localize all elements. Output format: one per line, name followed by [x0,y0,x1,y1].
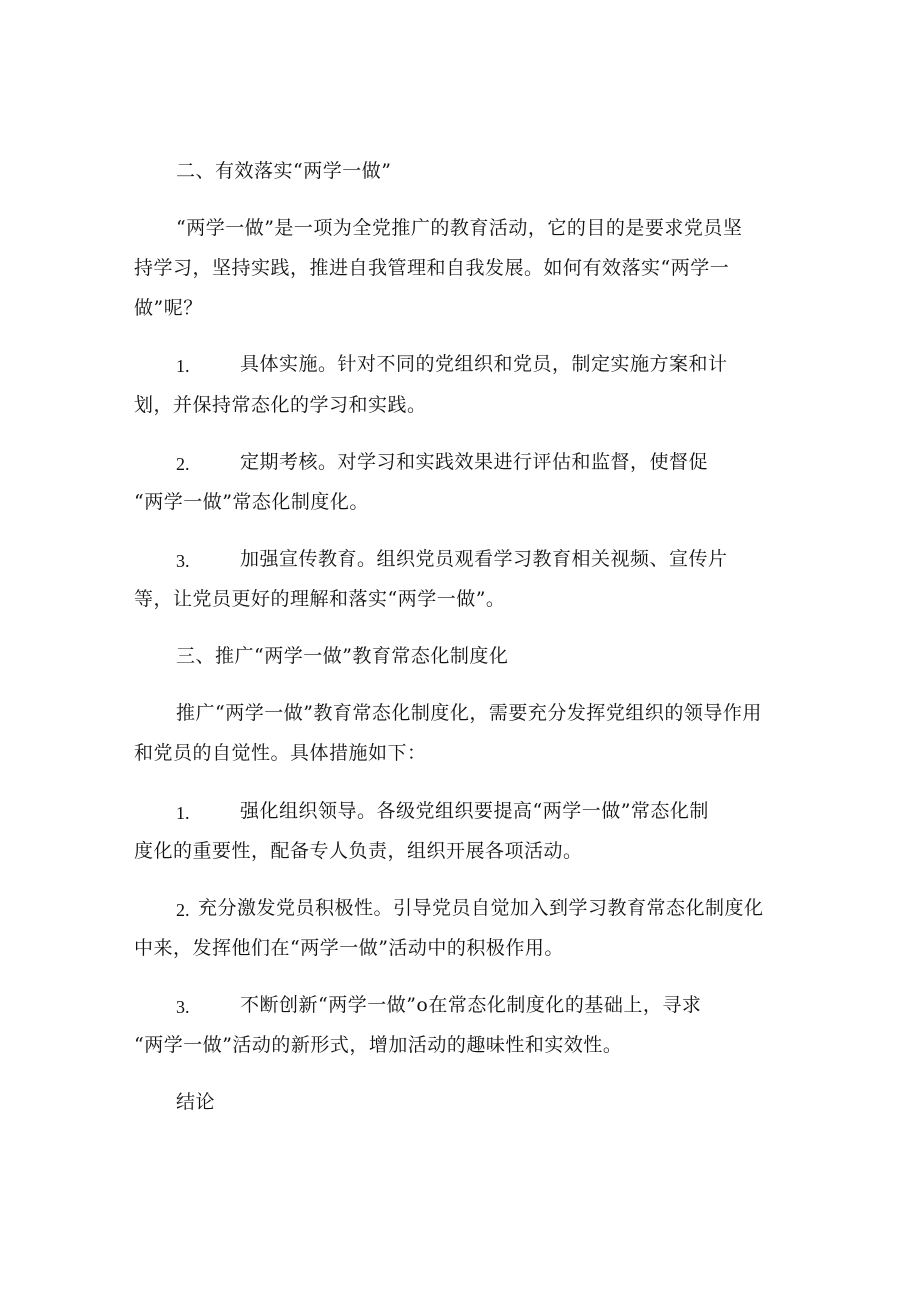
s3-item-1-line-2: 度化的重要性，配备专人负责，组织开展各项活动。 [134,840,583,862]
s2-item-2-line-1: 定期考核。对学习和实践效果进行评估和监督，使督促 [240,451,709,473]
s3-item-2-line-2: 中来，发挥他们在“两学一做”活动中的积极作用。 [134,937,564,959]
s2-item-2-number: 2. [176,454,190,474]
s2-item-2-line-2: “两学一做”常态化制度化。 [134,491,369,513]
s2-item-3-line-1: 加强宣传教育。组织党员观看学习教育相关视频、宣传片 [240,548,728,570]
s2-item-3-number: 3. [176,551,190,571]
section-2-intro-line-3: 做”呢？ [134,297,203,319]
s2-item-3-line-2: 等，让党员更好的理解和落实“两学一做”。 [134,588,506,610]
s2-item-1-number: 1. [176,356,190,376]
s2-item-1-line-1: 具体实施。针对不同的党组织和党员，制定实施方案和计 [240,353,728,375]
section-3-intro-line-1: 推广“两学一做”教育常态化制度化，需要充分发挥党组织的领导作用 [176,702,762,724]
section-3-heading: 三、推广“两学一做”教育常态化制度化 [176,645,509,667]
section-3-intro-line-2: 和党员的自觉性。具体措施如下： [134,742,427,764]
s3-item-2-number: 2. [176,900,190,920]
s3-item-3-line-2: “两学一做”活动的新形式，增加活动的趣味性和实效性。 [134,1034,623,1056]
section-2-intro-line-1: “两学一做”是一项为全党推广的教育活动，它的目的是要求党员坚 [176,217,743,239]
s3-item-3-number: 3. [176,997,190,1017]
s3-item-3-line-1: 不断创新“两学一做”o在常态化制度化的基础上，寻求 [240,994,702,1016]
s3-item-2-line-1: 充分激发党员积极性。引导党员自觉加入到学习教育常态化制度化 [198,897,764,919]
section-2-intro-line-2: 持学习，坚持实践，推进自我管理和自我发展。如何有效落实“两学一 [134,257,730,279]
conclusion-heading: 结论 [176,1091,216,1113]
s3-item-1-line-1: 强化组织领导。各级党组织要提高“两学一做”常态化制 [240,800,709,822]
section-2-heading: 二、有效落实“两学一做” [176,160,392,182]
s2-item-1-line-2: 划，并保持常态化的学习和实践。 [134,394,427,416]
s3-item-1-number: 1. [176,803,190,823]
